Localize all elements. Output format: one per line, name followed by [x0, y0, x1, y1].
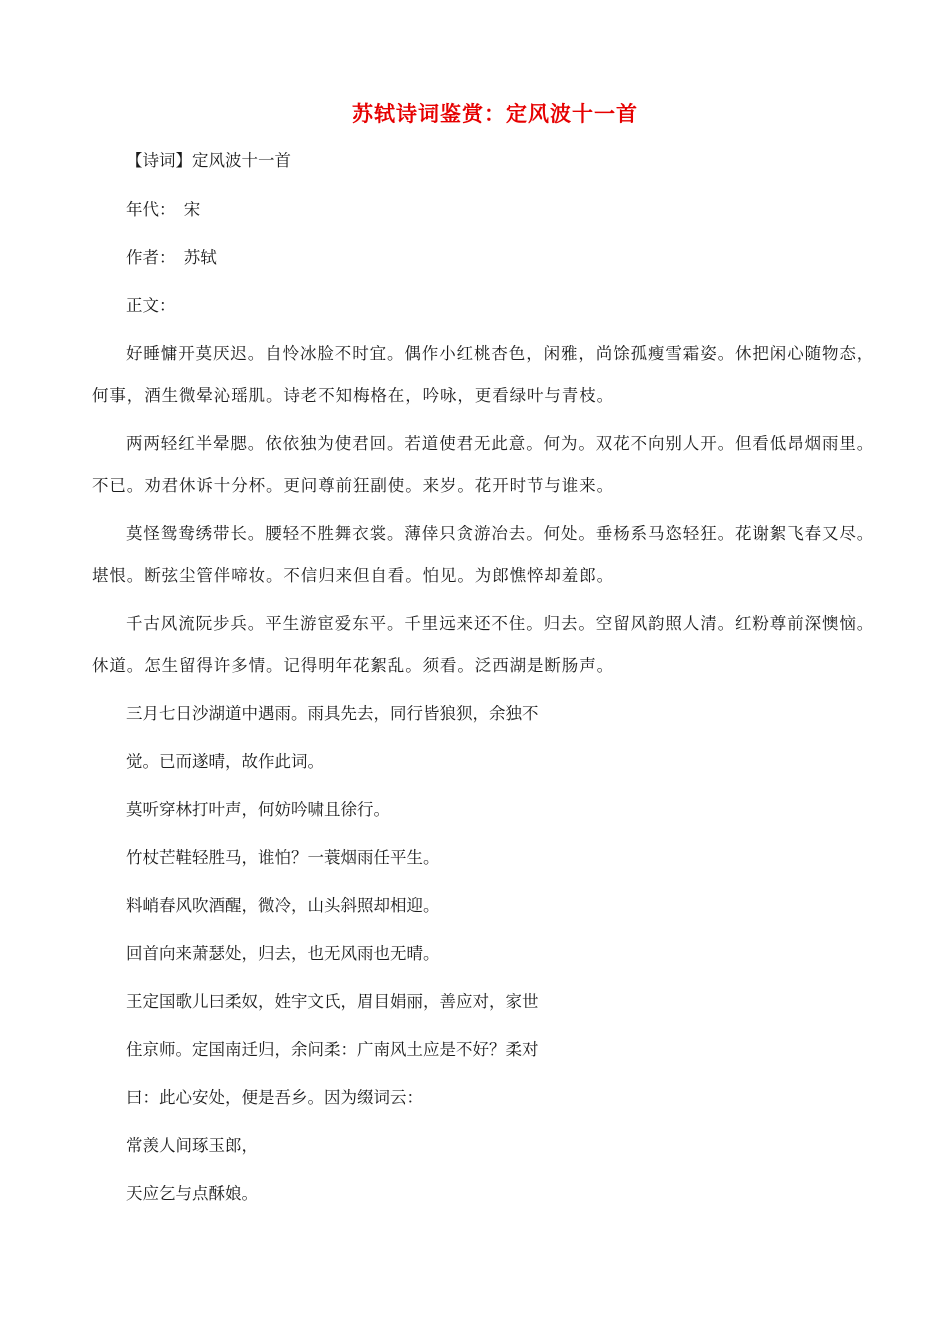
text-line: 天应乞与点酥娘。	[126, 1184, 258, 1203]
text-line: 王定国歌儿曰柔奴，姓宇文氏，眉目娟丽，善应对，家世	[126, 992, 539, 1011]
text-line: 莫听穿林打叶声，何妨吟啸且徐行。	[126, 800, 390, 819]
text-line: 觉。已而遂晴，故作此词。	[126, 752, 324, 771]
text-line: 住京师。定国南迁归，余问柔：广南风土应是不好？柔对	[126, 1040, 539, 1059]
text-line: 竹杖芒鞋轻胜马，谁怕？一蓑烟雨任平生。	[126, 848, 440, 867]
era-line: 年代： 宋	[126, 200, 201, 219]
text-line: 回首向来萧瑟处，归去，也无风雨也无晴。	[126, 944, 440, 963]
text-line: 料峭春风吹酒醒，微冷，山头斜照却相迎。	[126, 896, 440, 915]
text-line: 常羡人间琢玉郎，	[126, 1136, 258, 1155]
stanza-2-line-1: 两两轻红半晕腮。依依独为使君回。若道使君无此意。何为。双花不向别人开。但看低昂烟雨里。	[126, 434, 875, 453]
stanza-1-line-2: 何事，酒生微晕沁瑶肌。诗老不知梅格在，吟咏，更看绿叶与青枝。	[92, 386, 614, 405]
author-line: 作者： 苏轼	[126, 248, 217, 267]
stanza-2-line-2: 不已。劝君休诉十分杯。更问尊前狂副使。来岁。花开时节与谁来。	[92, 476, 614, 495]
stanza-4-line-1: 千古风流阮步兵。平生游宦爱东平。千里远来还不住。归去。空留风韵照人清。红粉尊前深懊恼。	[126, 614, 875, 633]
document-title: 苏轼诗词鉴赏：定风波十一首	[352, 101, 638, 126]
body-label: 正文：	[126, 296, 176, 315]
poem-label: 【诗词】定风波十一首	[126, 151, 291, 170]
text-line: 三月七日沙湖道中遇雨。雨具先去，同行皆狼狈，余独不	[126, 704, 539, 723]
stanza-1-line-1: 好睡慵开莫厌迟。自怜冰脸不时宜。偶作小红桃杏色，闲雅，尚馀孤瘦雪霜姿。休把闲心随物态，	[126, 344, 875, 363]
stanza-3-line-1: 莫怪鸳鸯绣带长。腰轻不胜舞衣裳。薄倖只贪游冶去。何处。垂杨系马恣轻狂。花谢絮飞春又尽。	[126, 524, 875, 543]
stanza-4-line-2: 休道。怎生留得许多情。记得明年花絮乱。须看。泛西湖是断肠声。	[92, 656, 614, 675]
stanza-3-line-2: 堪恨。断弦尘管伴啼妆。不信归来但自看。怕见。为郎憔悴却羞郎。	[92, 566, 614, 585]
text-line: 曰：此心安处，便是吾乡。因为缀词云：	[126, 1088, 423, 1107]
